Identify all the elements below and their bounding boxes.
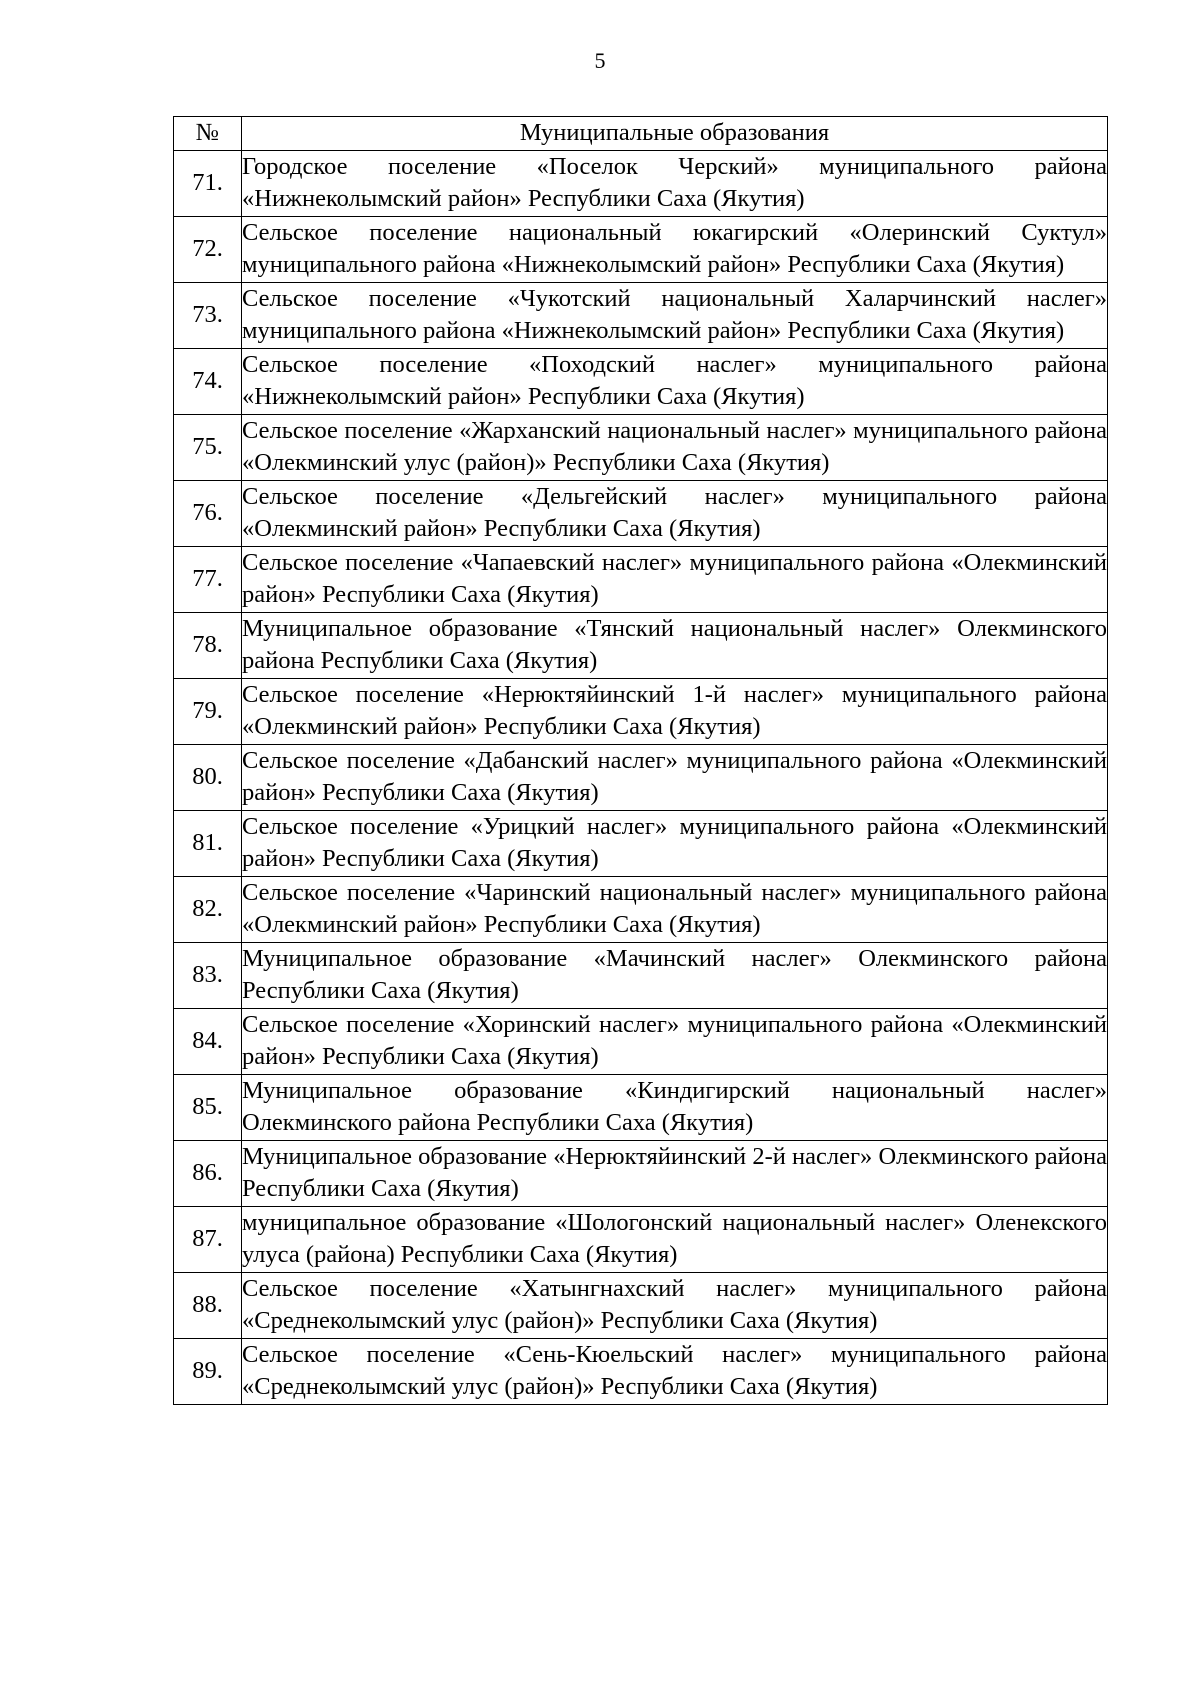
municipalities-table — [173, 116, 1108, 1405]
row-name: Муниципальное образование «Мачинский наслег» Олекминского района Республики Саха (Якутия) — [242, 942, 1108, 1008]
row-number: 80. — [174, 744, 242, 810]
table-row — [174, 150, 1108, 216]
table-row — [174, 876, 1108, 942]
table-row — [174, 546, 1108, 612]
header-number: № — [174, 117, 242, 151]
row-number: 83. — [174, 942, 242, 1008]
row-name: Сельское поселение «Чукотский национальный Халарчинский наслег» муниципального района «Нижнеколымский район» Республики Саха (Якутия) — [242, 282, 1108, 348]
table-row — [174, 348, 1108, 414]
row-name: Сельское поселение национальный юкагирский «Олеринский Суктул» муниципального района «Нижнеколымский район» Республики Саха (Якутия) — [242, 216, 1108, 282]
row-name: Сельское поселение «Чапаевский наслег» муниципального района «Олекминский район» Республики Саха (Якутия) — [242, 546, 1108, 612]
row-number: 86. — [174, 1140, 242, 1206]
row-number: 79. — [174, 678, 242, 744]
row-name: Сельское поселение «Урицкий наслег» муниципального района «Олекминский район» Республики Саха (Якутия) — [242, 810, 1108, 876]
row-name: Сельское поселение «Дельгейский наслег» муниципального района «Олекминский район» Республики Саха (Якутия) — [242, 480, 1108, 546]
row-number: 84. — [174, 1008, 242, 1074]
row-number: 88. — [174, 1272, 242, 1338]
row-name: Сельское поселение «Жарханский национальный наслег» муниципального района «Олекминский улус (район)» Республики Саха (Якутия) — [242, 414, 1108, 480]
row-name: Сельское поселение «Походский наслег» муниципального района «Нижнеколымский район» Республики Саха (Якутия) — [242, 348, 1108, 414]
table-row — [174, 810, 1108, 876]
row-name: Муниципальное образование «Нерюктяйинский 2-й наслег» Олекминского района Республики Саха (Якутия) — [242, 1140, 1108, 1206]
table-row — [174, 1272, 1108, 1338]
row-name: Сельское поселение «Хатынгнахский наслег» муниципального района «Среднеколымский улус (район)» Республики Саха (Якутия) — [242, 1272, 1108, 1338]
row-number: 72. — [174, 216, 242, 282]
table-row — [174, 942, 1108, 1008]
row-number: 82. — [174, 876, 242, 942]
page-number: 5 — [594, 48, 606, 73]
row-name: Сельское поселение «Хоринский наслег» муниципального района «Олекминский район» Республики Саха (Якутия) — [242, 1008, 1108, 1074]
table-row — [174, 612, 1108, 678]
table-row — [174, 282, 1108, 348]
row-number: 74. — [174, 348, 242, 414]
row-number: 81. — [174, 810, 242, 876]
row-name: Сельское поселение «Нерюктяйинский 1-й наслег» муниципального района «Олекминский район» Республики Саха (Якутия) — [242, 678, 1108, 744]
table-row — [174, 1140, 1108, 1206]
table-row — [174, 678, 1108, 744]
row-name: Сельское поселение «Чаринский национальный наслег» муниципального района «Олекминский район» Республики Саха (Якутия) — [242, 876, 1108, 942]
row-number: 76. — [174, 480, 242, 546]
row-number: 73. — [174, 282, 242, 348]
table-row — [174, 1074, 1108, 1140]
table-row — [174, 480, 1108, 546]
table-row — [174, 216, 1108, 282]
row-name: Сельское поселение «Дабанский наслег» муниципального района «Олекминский район» Республики Саха (Якутия) — [242, 744, 1108, 810]
row-name: Сельское поселение «Сень-Кюельский наслег» муниципального района «Среднеколымский улус (район)» Республики Саха (Якутия) — [242, 1338, 1108, 1404]
row-number: 71. — [174, 150, 242, 216]
table-row — [174, 744, 1108, 810]
row-name: муниципальное образование «Шологонский национальный наслег» Оленекского улуса (района) Республики Саха (Якутия) — [242, 1206, 1108, 1272]
table-row — [174, 1008, 1108, 1074]
row-number: 75. — [174, 414, 242, 480]
row-number: 77. — [174, 546, 242, 612]
row-number: 78. — [174, 612, 242, 678]
row-number: 89. — [174, 1338, 242, 1404]
row-number: 87. — [174, 1206, 242, 1272]
table-row — [174, 414, 1108, 480]
table-row — [174, 1338, 1108, 1404]
table-row — [174, 1206, 1108, 1272]
row-name: Муниципальное образование «Тянский национальный наслег» Олекминского района Республики Саха (Якутия) — [242, 612, 1108, 678]
table-header-row — [174, 117, 1108, 151]
header-name: Муниципальные образования — [242, 117, 1108, 151]
row-name: Муниципальное образование «Киндигирский национальный наслег» Олекминского района Республики Саха (Якутия) — [242, 1074, 1108, 1140]
row-number: 85. — [174, 1074, 242, 1140]
row-name: Городское поселение «Поселок Черский» муниципального района «Нижнеколымский район» Республики Саха (Якутия) — [242, 150, 1108, 216]
